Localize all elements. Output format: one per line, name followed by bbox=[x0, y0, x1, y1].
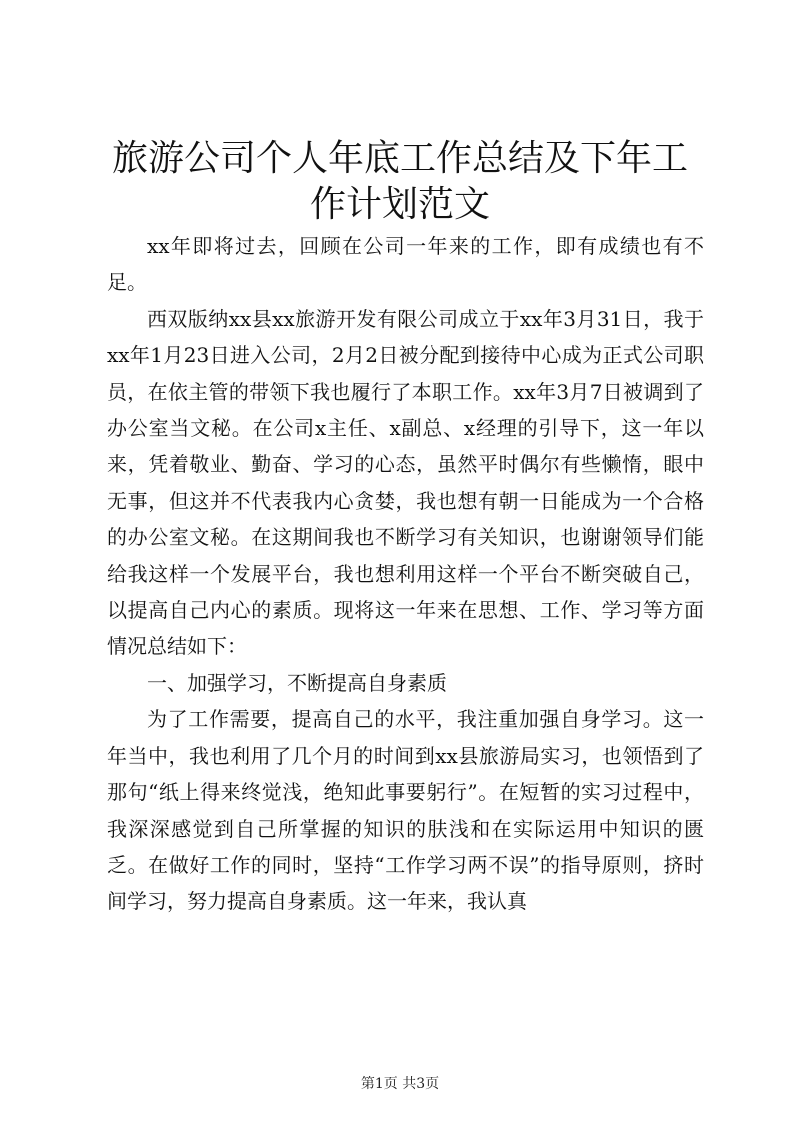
paragraph-intro: xx年即将过去，回顾在公司一年来的工作，即有成绩也有不足。 bbox=[107, 234, 704, 295]
document-title: 旅游公司个人年底工作总结及下年工作计划范文 bbox=[111, 138, 688, 225]
section-heading-study: 一、加强学习，不断提高自身素质 bbox=[147, 670, 447, 695]
paragraph-study: 为了工作需要，提高自己的水平，我注重加强自身学习。这一年当中，我也利用了几个月的时间到xx县旅游局实习，也领悟到了那句“纸上得来终觉浅，绝知此事要躬行”。在短暂的实习过程中，我深深感觉到自己所掌握的知识的肤浅和在实际运用中知识的匮乏。在做好工作的同时，坚持“工作学习两不误”的指导原则，挤时间学习，努力提高自身素质。这一年来，我认真 bbox=[107, 707, 704, 914]
document-body bbox=[107, 228, 704, 920]
paragraph-background: 西双版纳xx县xx旅游开发有限公司成立于xx年3月31日，我于xx年1月23日进入公司，2月2日被分配到接待中心成为正式公司职员，在依主管的带领下我也履行了本职工作。xx年3月7日被调到了办公室当文秘。在公司x主任、x副总、x经理的引导下，这一年以来，凭着敬业、勤奋、学习的心态，虽然平时偶尔有些懒惰，眼中无事，但这并不代表我内心贪婪，我也想有朝一日能成为一个合格的办公室文秘。在这期间我也不断学习有关知识，也谢谢领导们能给我这样一个发展平台，我也想利用这样一个平台不断突破自己，以提高自己内心的素质。现将这一年来在思想、工作、学习等方面情况总结如下： bbox=[107, 306, 704, 659]
page-footer: 第1页 共3页 bbox=[360, 1076, 440, 1092]
